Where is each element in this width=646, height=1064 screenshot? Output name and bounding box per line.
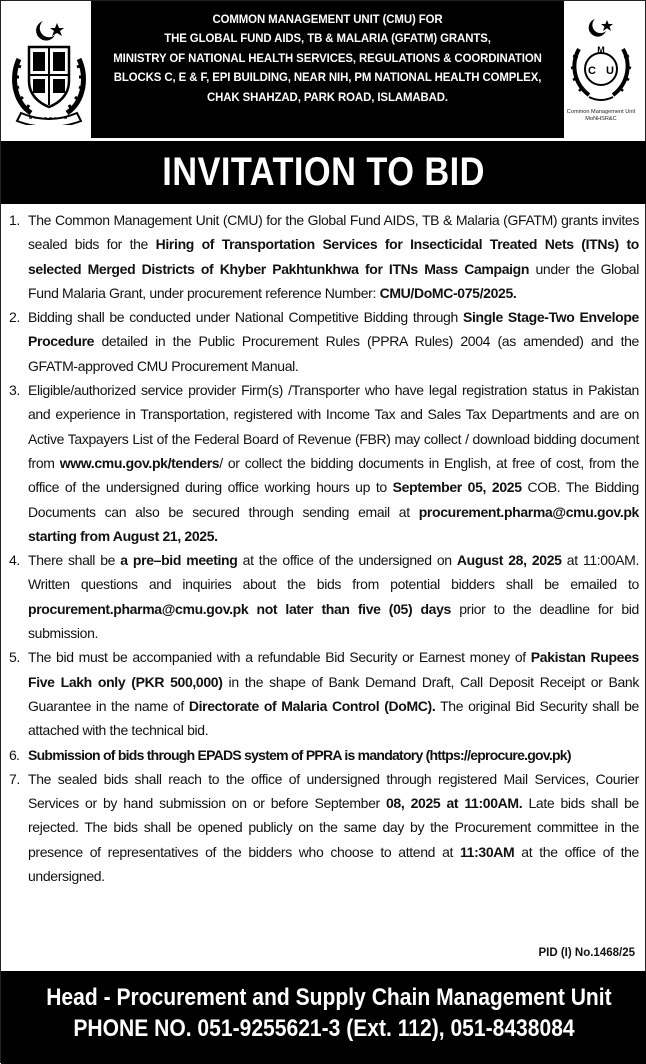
clause-1	[9, 208, 639, 305]
clause-number: 6.	[9, 746, 20, 763]
cmu-caption-line: Common Management Unit	[566, 109, 636, 115]
clause-text: The original Bid Security shall be attached with the technical bid.	[28, 697, 639, 739]
clause-text: in the shape of Bank Demand Draft, Call Deposit Receipt or Bank Guarantee in the name of	[28, 673, 639, 714]
clause-bold-text: 08, 2025 at 11:00AM.	[386, 795, 523, 812]
clause-number: 7.	[9, 770, 20, 787]
clause-4	[9, 548, 639, 645]
header-line: CHAK SHAHZAD, PARK ROAD, ISLAMABAD.	[206, 89, 449, 104]
clause-text: detailed in the Public Procurement Rules (PPRA Rules) 2004 (as amended) and the GFATM-approved CMU Procurement Manual.	[28, 333, 639, 374]
clause-bold-text: September 05, 2025	[392, 479, 522, 496]
procurement-email[interactable]: procurement.pharma@cmu.gov.pk not later than five (05) days	[28, 600, 451, 617]
clause-bold-text: Hiring of Transportation Services for Insecticidal Treated Nets (ITNs) to selected Merged Districts of Khyber Pakhtunkhwa for ITNs Mass Campaign	[28, 236, 640, 277]
title-bar	[1, 141, 646, 204]
clause-number: 2.	[9, 309, 20, 326]
cmu-caption-line: MoNHSR&C	[585, 116, 617, 122]
cmu-logo-caption	[561, 109, 641, 123]
clause-number: 5.	[9, 649, 20, 666]
clause-number: 4.	[9, 552, 20, 569]
clause-2	[9, 305, 639, 378]
clause-text: COB. The Bidding Documents can also be secured through sending email at	[28, 479, 639, 520]
government-emblem-icon	[7, 15, 91, 125]
clause-number: 1.	[9, 212, 20, 228]
clause-number: 3.	[9, 382, 20, 399]
clause-text: The Common Management Unit (CMU) for the Global Fund AIDS, TB & Malaria (GFATM) grants invites sealed bids for the	[28, 212, 639, 253]
cmu-logo-letter: U	[606, 65, 614, 77]
clause-7	[9, 767, 639, 888]
procurement-reference: CMU/DoMC-075/2025.	[379, 284, 517, 301]
header-line: THE GLOBAL FUND AIDS, TB & MALARIA (GFATM) GRANTS,	[164, 31, 491, 46]
clause-3	[9, 378, 639, 548]
clause-text: at 11:00AM. Written questions and inquiries about the bids from potential bidders shall be emailed to	[28, 552, 640, 593]
clause-text: at the office of the undersigned on	[237, 552, 457, 569]
cmu-logo-icon	[561, 13, 641, 109]
clause-text: Eligible/authorized service provider Firm(s) /Transporter who have legal registration status in Pakistan and experience in Transportation, registered with Income Tax and Sales Tax Departments and are on Active Taxpayers List of the Federal Board of Revenue (FBR) may collect / download bidding document from	[28, 382, 639, 471]
clause-bold-text: Single Stage-Two Envelope Procedure	[28, 309, 639, 350]
clause-text: at the office of the undersigned.	[28, 843, 639, 885]
procurement-email[interactable]: procurement.pharma@cmu.gov.pk starting from August 21, 2025.	[28, 503, 639, 544]
clause-bold-text: Pakistan Rupees Five Lakh only (PKR 500,000)	[28, 649, 639, 690]
header-line: MINISTRY OF NATIONAL HEALTH SERVICES, REGULATIONS & COORDINATION	[113, 50, 542, 65]
clause-6	[9, 743, 639, 767]
tenders-link[interactable]: www.cmu.gov.pk/tenders	[59, 454, 220, 471]
clause-text: Late bids shall be rejected. The bids shall be opened publicly on the same day by the Procurement committee in the presence of representatives of the bidders who choose to attend at	[28, 795, 639, 860]
header-address-box	[91, 1, 564, 138]
clause-text: Bidding shall be conducted under National Competitive Bidding through	[28, 309, 463, 326]
clause-text: The bid must be accompanied with a refundable Bid Security or Earnest money of	[28, 649, 531, 666]
clause-bold-text: August 28, 2025	[456, 552, 562, 569]
clause-text: prior to the deadline for bid submission.	[28, 600, 639, 642]
clause-text: The sealed bids shall reach to the office of undersigned through registered Mail Services, Courier Services or by hand submission on or before September	[28, 770, 639, 812]
clause-text: / or collect the bidding documents in English, at free of cost, from the office of the undersigned during office working hours up to	[28, 454, 639, 496]
clause-text: under the Global Fund Malaria Grant, under procurement reference Number:	[28, 260, 639, 301]
footer-unit-name: Head - Procurement and Supply Chain Management Unit	[46, 984, 612, 1011]
cmu-logo	[561, 13, 641, 125]
footer-contact	[1, 971, 646, 1064]
bid-clauses	[9, 208, 639, 888]
clause-bold-text: a pre–bid meeting	[120, 552, 238, 569]
cmu-logo-letter: M	[597, 45, 605, 55]
clause-text: There shall be	[28, 552, 121, 569]
page-title: INVITATION TO BID	[162, 150, 486, 194]
header-line: BLOCKS C, E & F, EPI BUILDING, NEAR NIH, PM NATIONAL HEALTH COMPLEX,	[113, 70, 542, 85]
clause-5	[9, 645, 639, 742]
header-line: COMMON MANAGEMENT UNIT (CMU) FOR	[212, 12, 443, 26]
eprocure-link[interactable]: Submission of bids through EPADS system of PPRA is mandatory (https://eprocure.gov.pk)	[28, 746, 571, 763]
footer-phone: PHONE NO. 051-9255621-3 (Ext. 112), 051-8438084	[73, 1015, 575, 1042]
header	[1, 1, 646, 141]
clause-bold-text: Directorate of Malaria Control (DoMC).	[188, 697, 436, 714]
cmu-logo-letter: C	[588, 65, 596, 77]
clause-bold-text: 11:30AM	[460, 843, 515, 860]
pid-number: PID (I) No.1468/25	[538, 947, 635, 959]
